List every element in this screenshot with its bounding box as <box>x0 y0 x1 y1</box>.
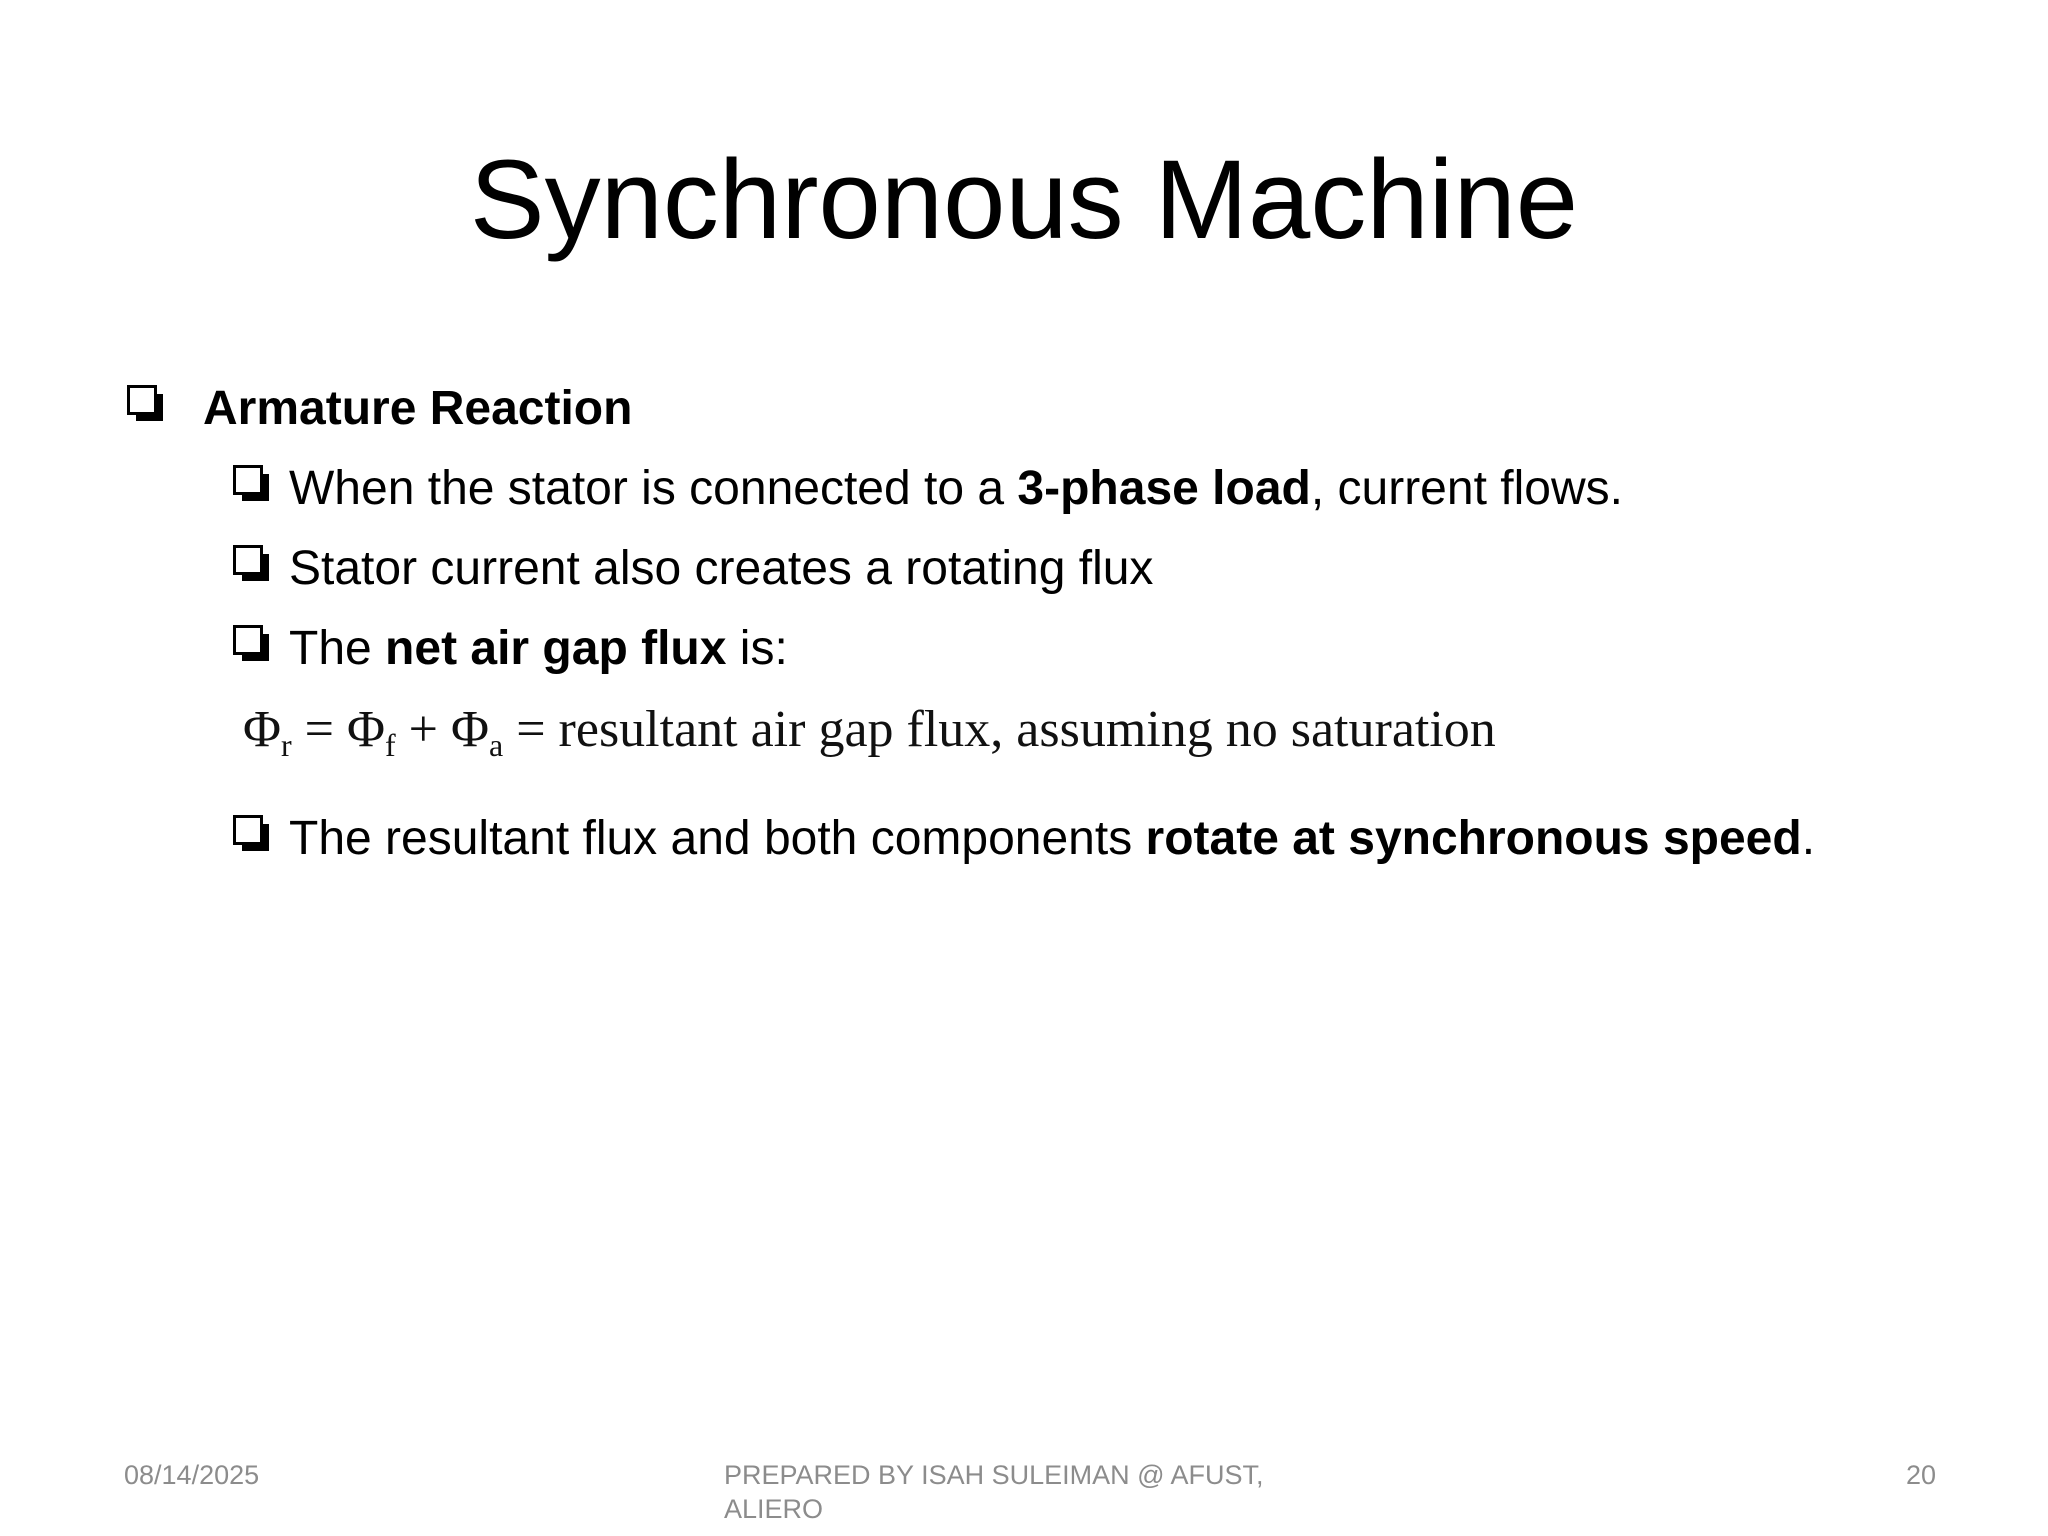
flux-equation: $\Phi_r = \Phi_f + \Phi_a$ = resultant air gap flux, assuming no saturation <box>243 701 1496 763</box>
list-item <box>233 808 1815 870</box>
slide-title: Synchronous Machine <box>469 137 1579 262</box>
bullet-text: The net air gap flux is: <box>289 622 788 675</box>
checkbox-bullet-icon <box>233 465 263 495</box>
checkbox-bullet-icon <box>233 625 263 655</box>
bullet-text: Stator current also creates a rotating flux <box>289 542 1154 595</box>
heading-bullet <box>127 378 632 440</box>
page-number: 20 <box>1905 1460 1936 1490</box>
bullet-text: When the stator is connected to a 3-phase load, current flows. <box>289 462 1623 515</box>
checkbox-bullet-icon <box>233 815 263 845</box>
checkbox-bullet-icon <box>233 545 263 575</box>
footer-credit: PREPARED BY ISAH SULEIMAN @ AFUST, ALIERO <box>724 1460 1264 1524</box>
list-item <box>233 618 788 680</box>
list-item <box>233 538 1153 600</box>
heading-text: Armature Reaction <box>203 382 633 435</box>
list-item <box>233 458 1623 520</box>
bullet-text: The resultant flux and both components rotate at synchronous speed. <box>289 812 1816 865</box>
footer-date: 08/14/2025 <box>124 1460 260 1490</box>
checkbox-bullet-icon <box>127 385 157 415</box>
